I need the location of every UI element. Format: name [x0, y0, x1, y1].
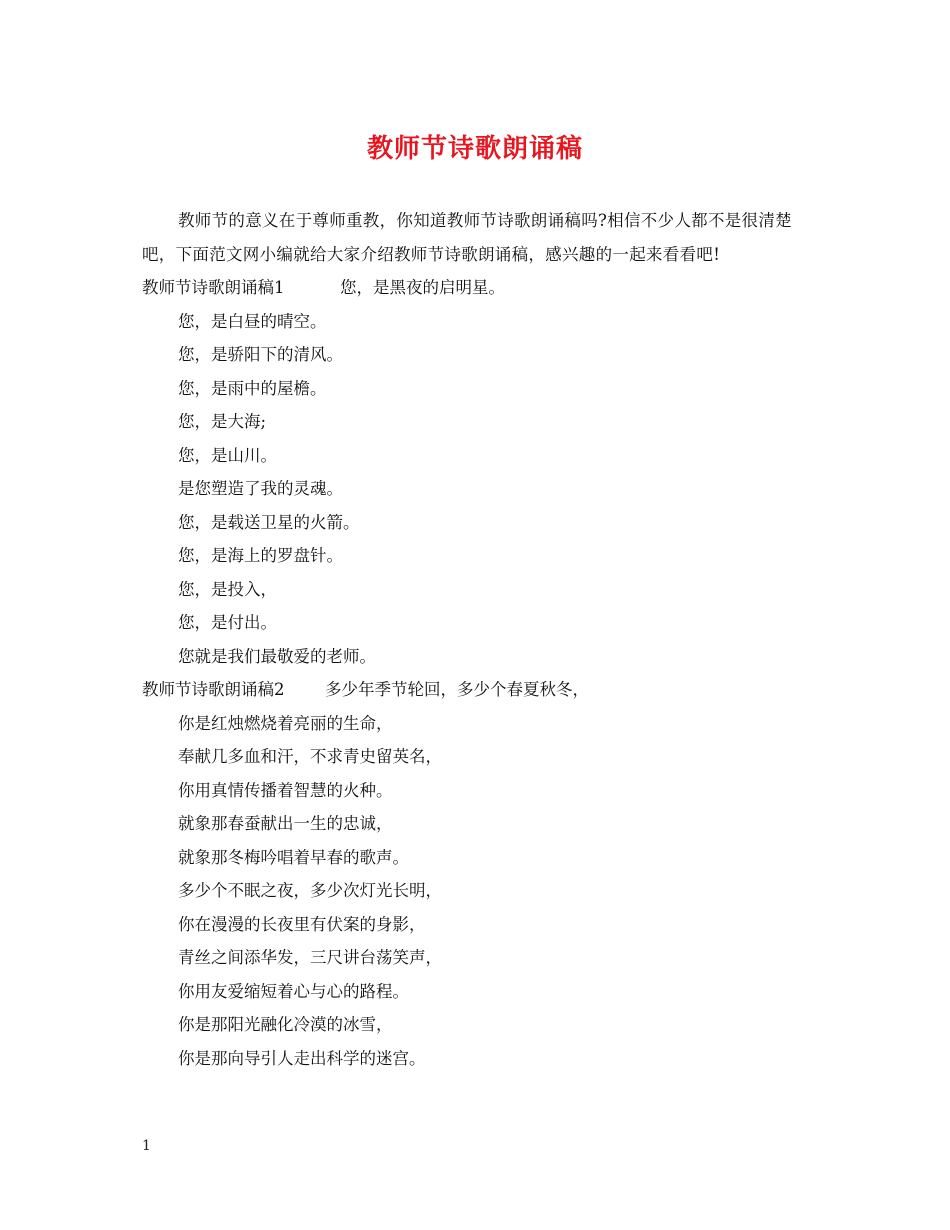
intro-paragraph: 教师节的意义在于尊师重教，你知道教师节诗歌朗诵稿吗?相信不少人都不是很清楚吧，下面范文网小编就给大家介绍教师节诗歌朗诵稿，感兴趣的一起来看看吧! [142, 211, 792, 264]
page-number: 1 [142, 1138, 151, 1154]
poem-line: 你是那向导引人走出科学的迷宫。 [178, 1048, 426, 1068]
poem-line: 奉献几多血和汗，不求青史留英名， [178, 747, 442, 766]
poem1-heading: 教师节诗歌朗诵稿1 [142, 278, 285, 297]
poem-line: 您，是载送卫星的火箭。 [178, 512, 360, 532]
poem-line: 就象那冬梅吟唱着早春的歌声。 [178, 847, 409, 867]
poem-line: 你是红烛燃烧着亮丽的生命， [178, 713, 393, 733]
poem1-heading-line [142, 271, 810, 305]
poem1-first-line: 您，是黑夜的启明星。 [340, 278, 505, 297]
poem-line: 青丝之间添华发，三尺讲台荡笑声， [178, 948, 442, 967]
poem2-heading: 教师节诗歌朗诵稿2 [142, 680, 285, 699]
poem-line: 就象那春蚕献出一生的忠诚， [178, 814, 393, 833]
poem-line: 您，是白昼的晴空。 [178, 311, 327, 331]
poem-line: 您，是海上的罗盘针。 [178, 546, 343, 565]
poem-line: 你用友爱缩短着心与心的路程。 [178, 981, 409, 1001]
page-title: 教师节诗歌朗诵稿 [366, 134, 583, 164]
poem-line: 你是那阳光融化冷漠的冰雪， [178, 1015, 393, 1034]
poem-line: 您，是投入， [178, 579, 277, 599]
poem-line: 您，是骄阳下的清风。 [178, 345, 343, 364]
poem-line: 您就是我们最敬爱的老师。 [178, 646, 376, 666]
poem-line: 是您塑造了我的灵魂。 [178, 479, 343, 498]
poem-line: 您，是雨中的屋檐。 [178, 378, 327, 398]
poem-line: 您，是付出。 [178, 613, 277, 632]
poem-line: 多少个不眠之夜，多少次灯光长明， [178, 881, 442, 900]
poem2-heading-line [142, 673, 810, 707]
poem-line: 你在漫漫的长夜里有伏案的身影， [178, 914, 426, 934]
poem-line: 您，是山川。 [178, 445, 277, 465]
poem-line: 您，是大海; [178, 412, 267, 431]
poem-line: 你用真情传播着智慧的火种。 [178, 780, 393, 800]
poem2-first-line: 多少年季节轮回，多少个春夏秋冬， [325, 680, 589, 699]
document-body [142, 204, 810, 1075]
